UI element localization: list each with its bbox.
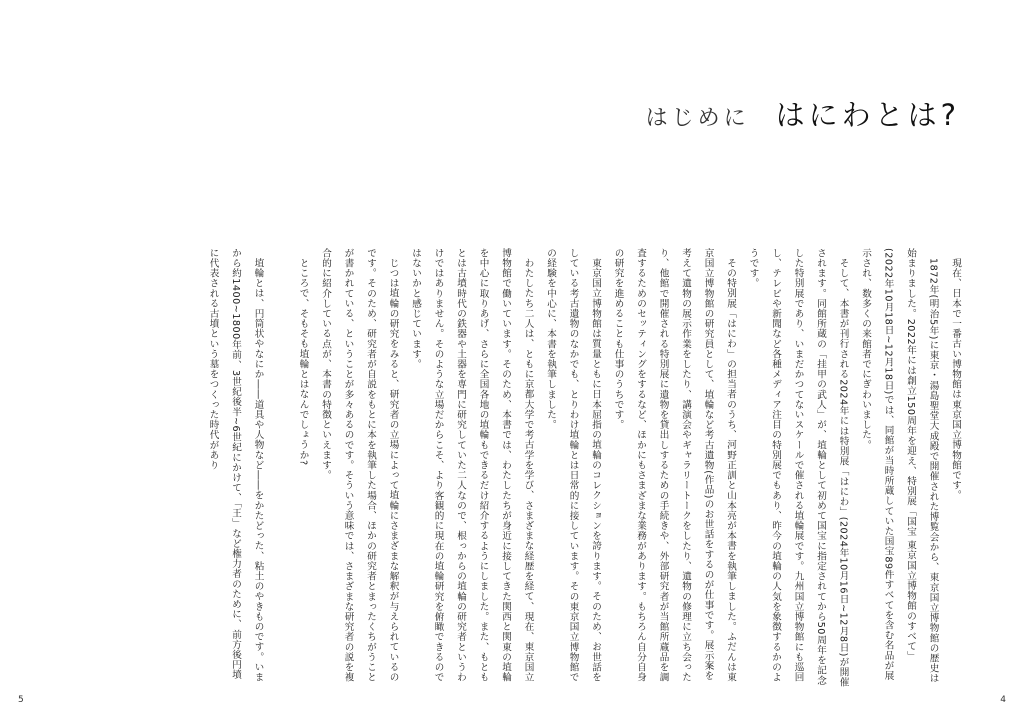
paragraph: そして、本書が刊行される2024年には特別展「はにわ」(2024年10月16日~12月8日)が開催されます。同館所蔵の「挂甲の武人」が、埴輪として初めて国宝に指定されてから50周年を記念した特別展であり、いまだかつてないスケールで催される埴輪展です。九州国立博物館にも巡回し、テレビや新聞など各種メディア注目の特別展でもあり、昨今の埴輪の人気を象徴するかのようです。: [747, 248, 849, 687]
paragraph: 東京国立博物館は質量ともに日本屈指の埴輪のコレクションを誇ります。そのため、お世話をしている考古遺物のなかでも、とりわけ埴輪とは日常的に接しています。その東京国立博物館での経験を中心に、本書を執筆しました。: [545, 248, 601, 683]
paragraph: 現在、日本で一番古い博物館は東京国立博物館です。: [950, 257, 961, 500]
heading-label: はじめに: [645, 106, 750, 131]
body-text: [61, 248, 966, 688]
paragraph: ところで、そもそも埴輪とはなんでしょうか?: [297, 257, 309, 466]
page-number-right: 4: [1000, 695, 1006, 705]
chapter-heading: [646, 93, 960, 134]
paragraph: わたしたち二人は、ともに京都大学で考古学を学び、さまざまな経歴を経て、現在、東京国立博物館で働いています。そのため、本書では、わたしたちが身近に接してきた関西と関東の埴輪を中心に取りあげ、さらに全国各地の埴輪もできるだけ紹介するようにしました。また、もともとは古墳時代の鉄器や土器を専門に研究していた二人なので、根っからの埴輪の研究者というわけではありません。そのような立場だからこそ、より客観的に現在の埴輪研究を俯瞰できるのではないかと感じています。: [410, 248, 534, 683]
heading-title: はにわとは?: [775, 98, 960, 132]
paragraph: その特別展「はにわ」の担当者のうち、河野正訓と山本亮が本書を執筆しました。ふだんは東京国立博物館の研究員として、埴輪など考古遺物(作品)のお世話をするのが仕事です。展示案を考えて遺物の展示作業をしたり、講演会やギャラリートークをしたり、遺物の修理に立ち会ったり、他館で開催される特別展に遺物を貸出しするための手続きや、外部研究者が当館所蔵品を調査するためのセッティングをするなど、ほかにもさまざまな業務があります。もちろん自分自身の研究を進めることも仕事のうちです。: [612, 248, 736, 683]
paragraph: 埴輪とは、円筒状やなにか――道具や人物など――をかたどった、粘土のやきものです。いまから約1400~1800年前、3世紀後半~6世紀にかけて、「王」など権力者のために、前方後円墳に代表される古墳という墓をつくった時代があり: [207, 248, 264, 682]
paragraph: じつは埴輪の研究をみると、研究者の立場によって埴輪にさまざまな解釈が与えられているのです。そのため、研究者が自説をもとに本を執筆した場合、ほかの研究者とまったくちがうことが書かれている、ということが多々あるのです。そういう意味では、さまざまな研究者の説を複合的に紹介している点が、本書の特徴といえます。: [320, 248, 399, 683]
paragraph: 1872年(明治5年)に東京・湯島聖堂大成殿で開催された博覧会から、東京国立博物館の歴史は始まりました。2022年には創立150周年を迎え、特別展「国宝 東京国立博物館のすべて」(2022年10月18日~12月18日)では、同館が当時所蔵していた国宝89件すべてを含む名品が展示され、数多くの来館者でにぎわいました。: [860, 248, 939, 683]
page-number-left: 5: [18, 695, 24, 705]
